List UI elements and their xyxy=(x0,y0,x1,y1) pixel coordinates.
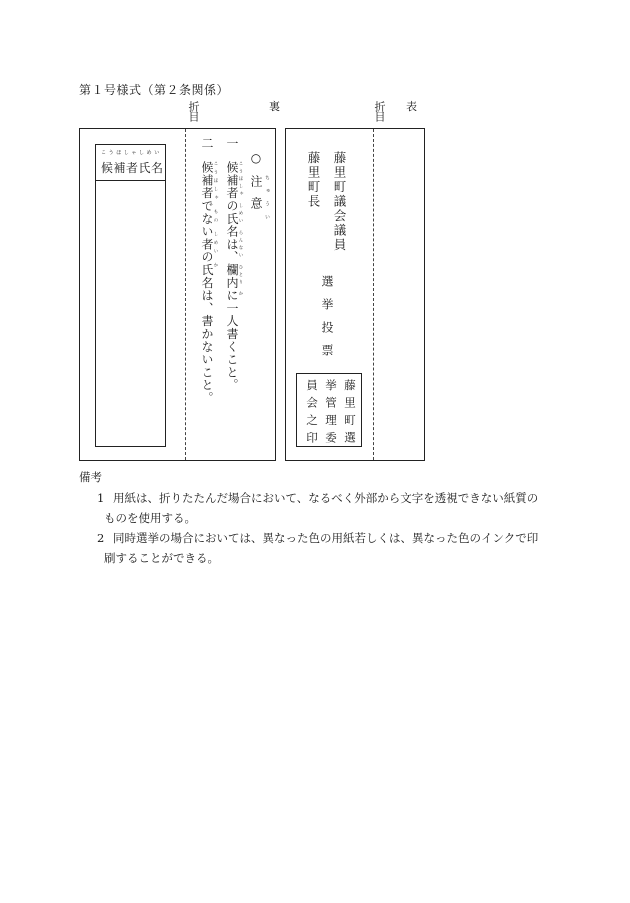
fold-label-left-text: 折目 xyxy=(187,101,200,121)
ballot-label: 選挙投票 xyxy=(320,275,334,367)
notice-title-text: ○注意 xyxy=(249,151,263,219)
election-name: 藤里町議会議員 xyxy=(332,151,347,253)
candidate-name-box[interactable] xyxy=(95,144,166,447)
candidate-name-header xyxy=(96,145,165,181)
notice-title-ruby: ちゅうい xyxy=(264,175,270,227)
rule-2-ruby: こうほしゃ もの しめい か xyxy=(213,161,218,271)
rule-2-text: 候補者でない者の氏名は、書かないこと。 xyxy=(200,161,214,405)
candidate-label-ruby: こうほしゃしめい xyxy=(101,150,162,156)
fold-line-right xyxy=(373,129,374,460)
rule-1-ruby: こうほしゃ しめい らんない ひとり か xyxy=(238,161,243,299)
back-label: 裏 xyxy=(269,100,280,113)
note-1-number: 1 xyxy=(97,491,105,505)
mayor-title: 藤里町長 xyxy=(306,151,321,209)
ballot-front-panel xyxy=(285,128,425,461)
fold-line-left xyxy=(185,129,186,460)
rule-1-number: 一 xyxy=(225,137,239,149)
rule-2-number: 二 xyxy=(200,137,214,149)
fold-label-right xyxy=(374,101,386,123)
note-1-line-2: ものを使用する。 xyxy=(104,511,196,525)
form-title: 第１号様式（第２条関係） xyxy=(79,83,230,97)
election-commission-seal xyxy=(296,373,362,447)
note-1-line-1: 用紙は、折りたたんだ場合において、なるべく外部から文字を透視できない紙質の xyxy=(113,491,539,505)
candidate-label: 候補者氏名 xyxy=(101,161,164,175)
notes-heading: 備考 xyxy=(79,470,102,484)
ballot-back-panel xyxy=(79,128,276,461)
rule-2 xyxy=(199,137,214,149)
rule-1 xyxy=(224,137,239,149)
seal-line-2: 挙管理委 xyxy=(324,379,338,449)
seal-line-1: 藤里町選 xyxy=(343,379,357,449)
notice-title xyxy=(248,151,263,241)
front-label: 表 xyxy=(406,100,417,113)
rule-1-text: 候補者の氏名は、欄内に一人書くこと。 xyxy=(225,161,239,392)
note-2-line-1: 同時選挙の場合においては、異なった色の用紙若しくは、異なった色のインクで印 xyxy=(113,531,539,545)
fold-label-right-text: 折目 xyxy=(373,101,386,121)
note-2-number: 2 xyxy=(97,531,105,545)
seal-line-3: 員会之印 xyxy=(305,379,319,449)
fold-label-left xyxy=(188,101,200,123)
note-2-line-2: 刷することができる。 xyxy=(104,551,219,565)
